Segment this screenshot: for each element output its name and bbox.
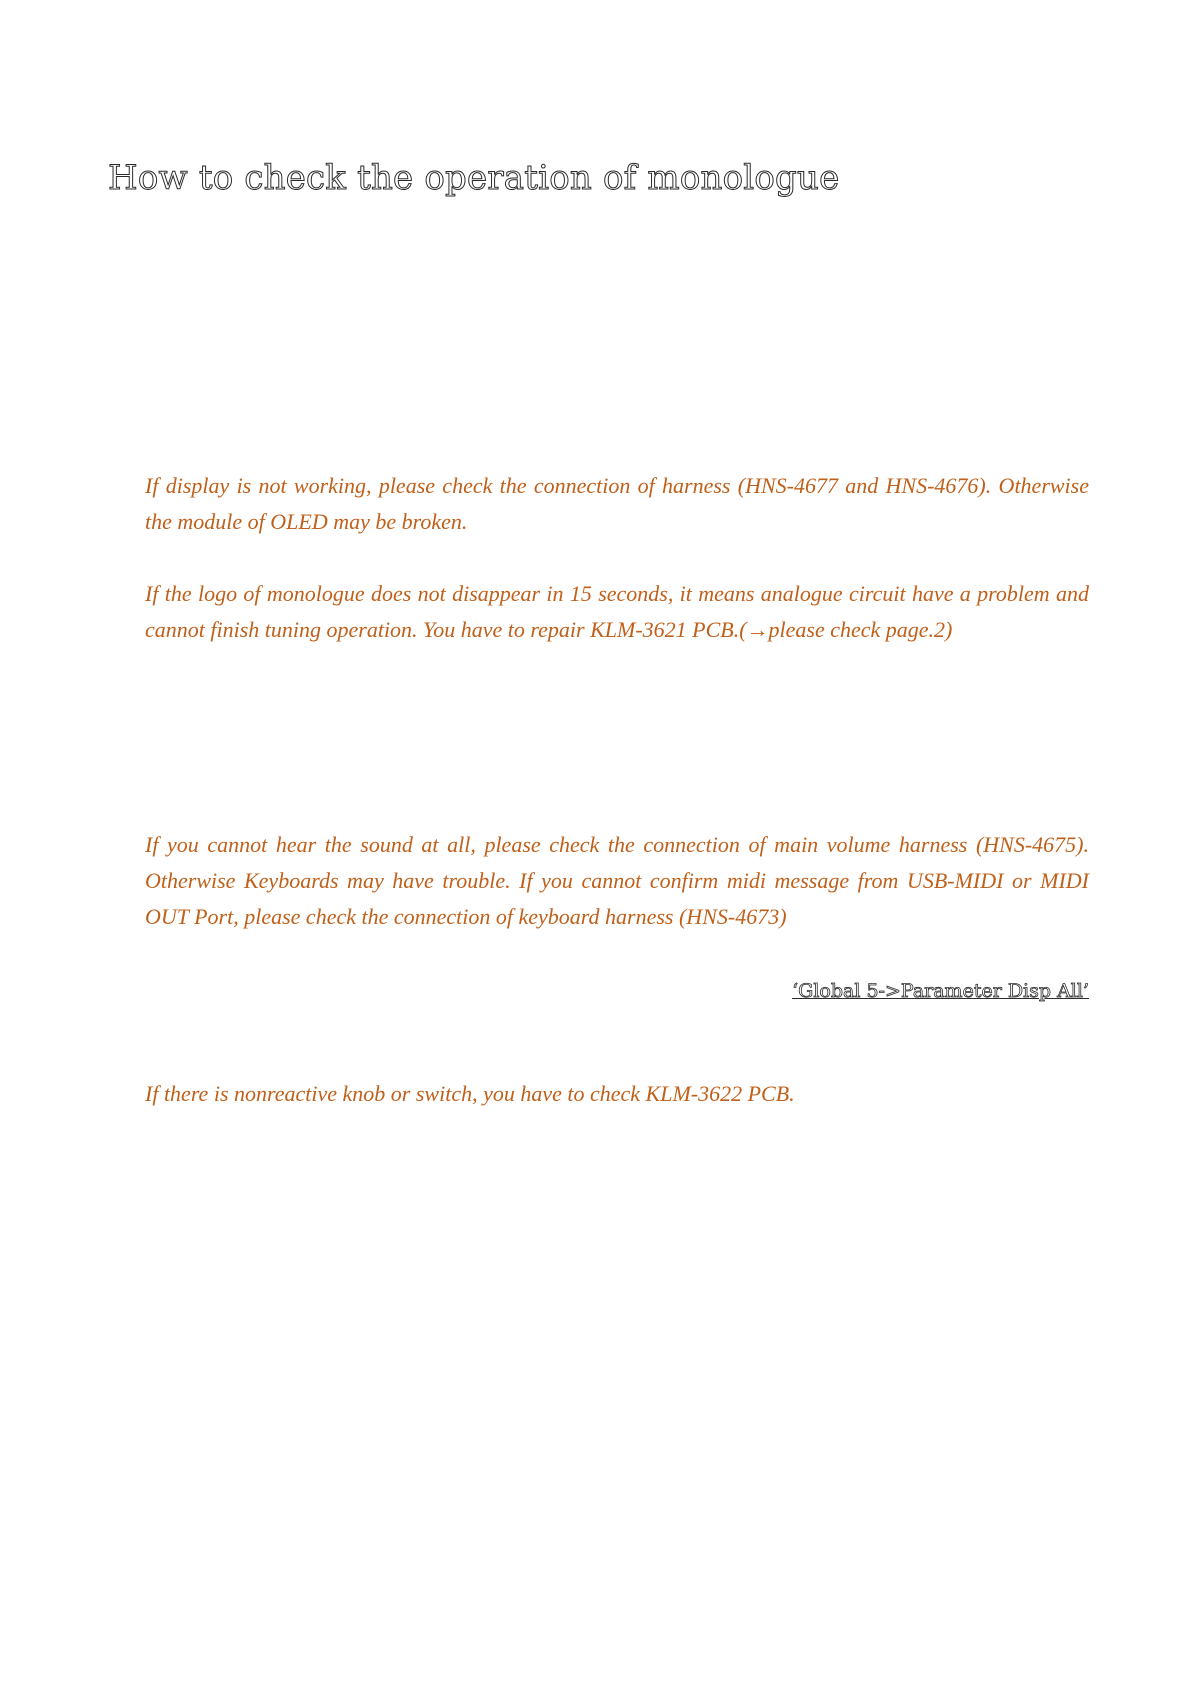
display-check-paragraph: If display is not working, please check the connection of harness (HNS-4677 and HNS-4676). Otherwise the module of OLED may be broken. — [145, 473, 1089, 534]
global-parameter-note: ‘Global 5->Parameter Disp All’ — [792, 980, 1089, 1002]
logo-check-paragraph: If the logo of monologue does not disappear in 15 seconds, it means analogue circuit have a problem and cannot finish tuning operation. You have to repair KLM-3621 PCB.(→please check page.2) — [145, 581, 1089, 642]
page-title: How to check the operation of monologue — [108, 158, 840, 198]
knob-check-paragraph: If there is nonreactive knob or switch, you have to check KLM-3622 PCB. — [145, 1081, 795, 1106]
sound-check-paragraph: If you cannot hear the sound at all, please check the connection of main volume harness (HNS-4675). Otherwise Keyboards may have trouble. If you cannot confirm midi message from USB-MIDI or MIDI OUT Port, please check the connection of keyboard harness (HNS-4673) — [145, 832, 1089, 929]
